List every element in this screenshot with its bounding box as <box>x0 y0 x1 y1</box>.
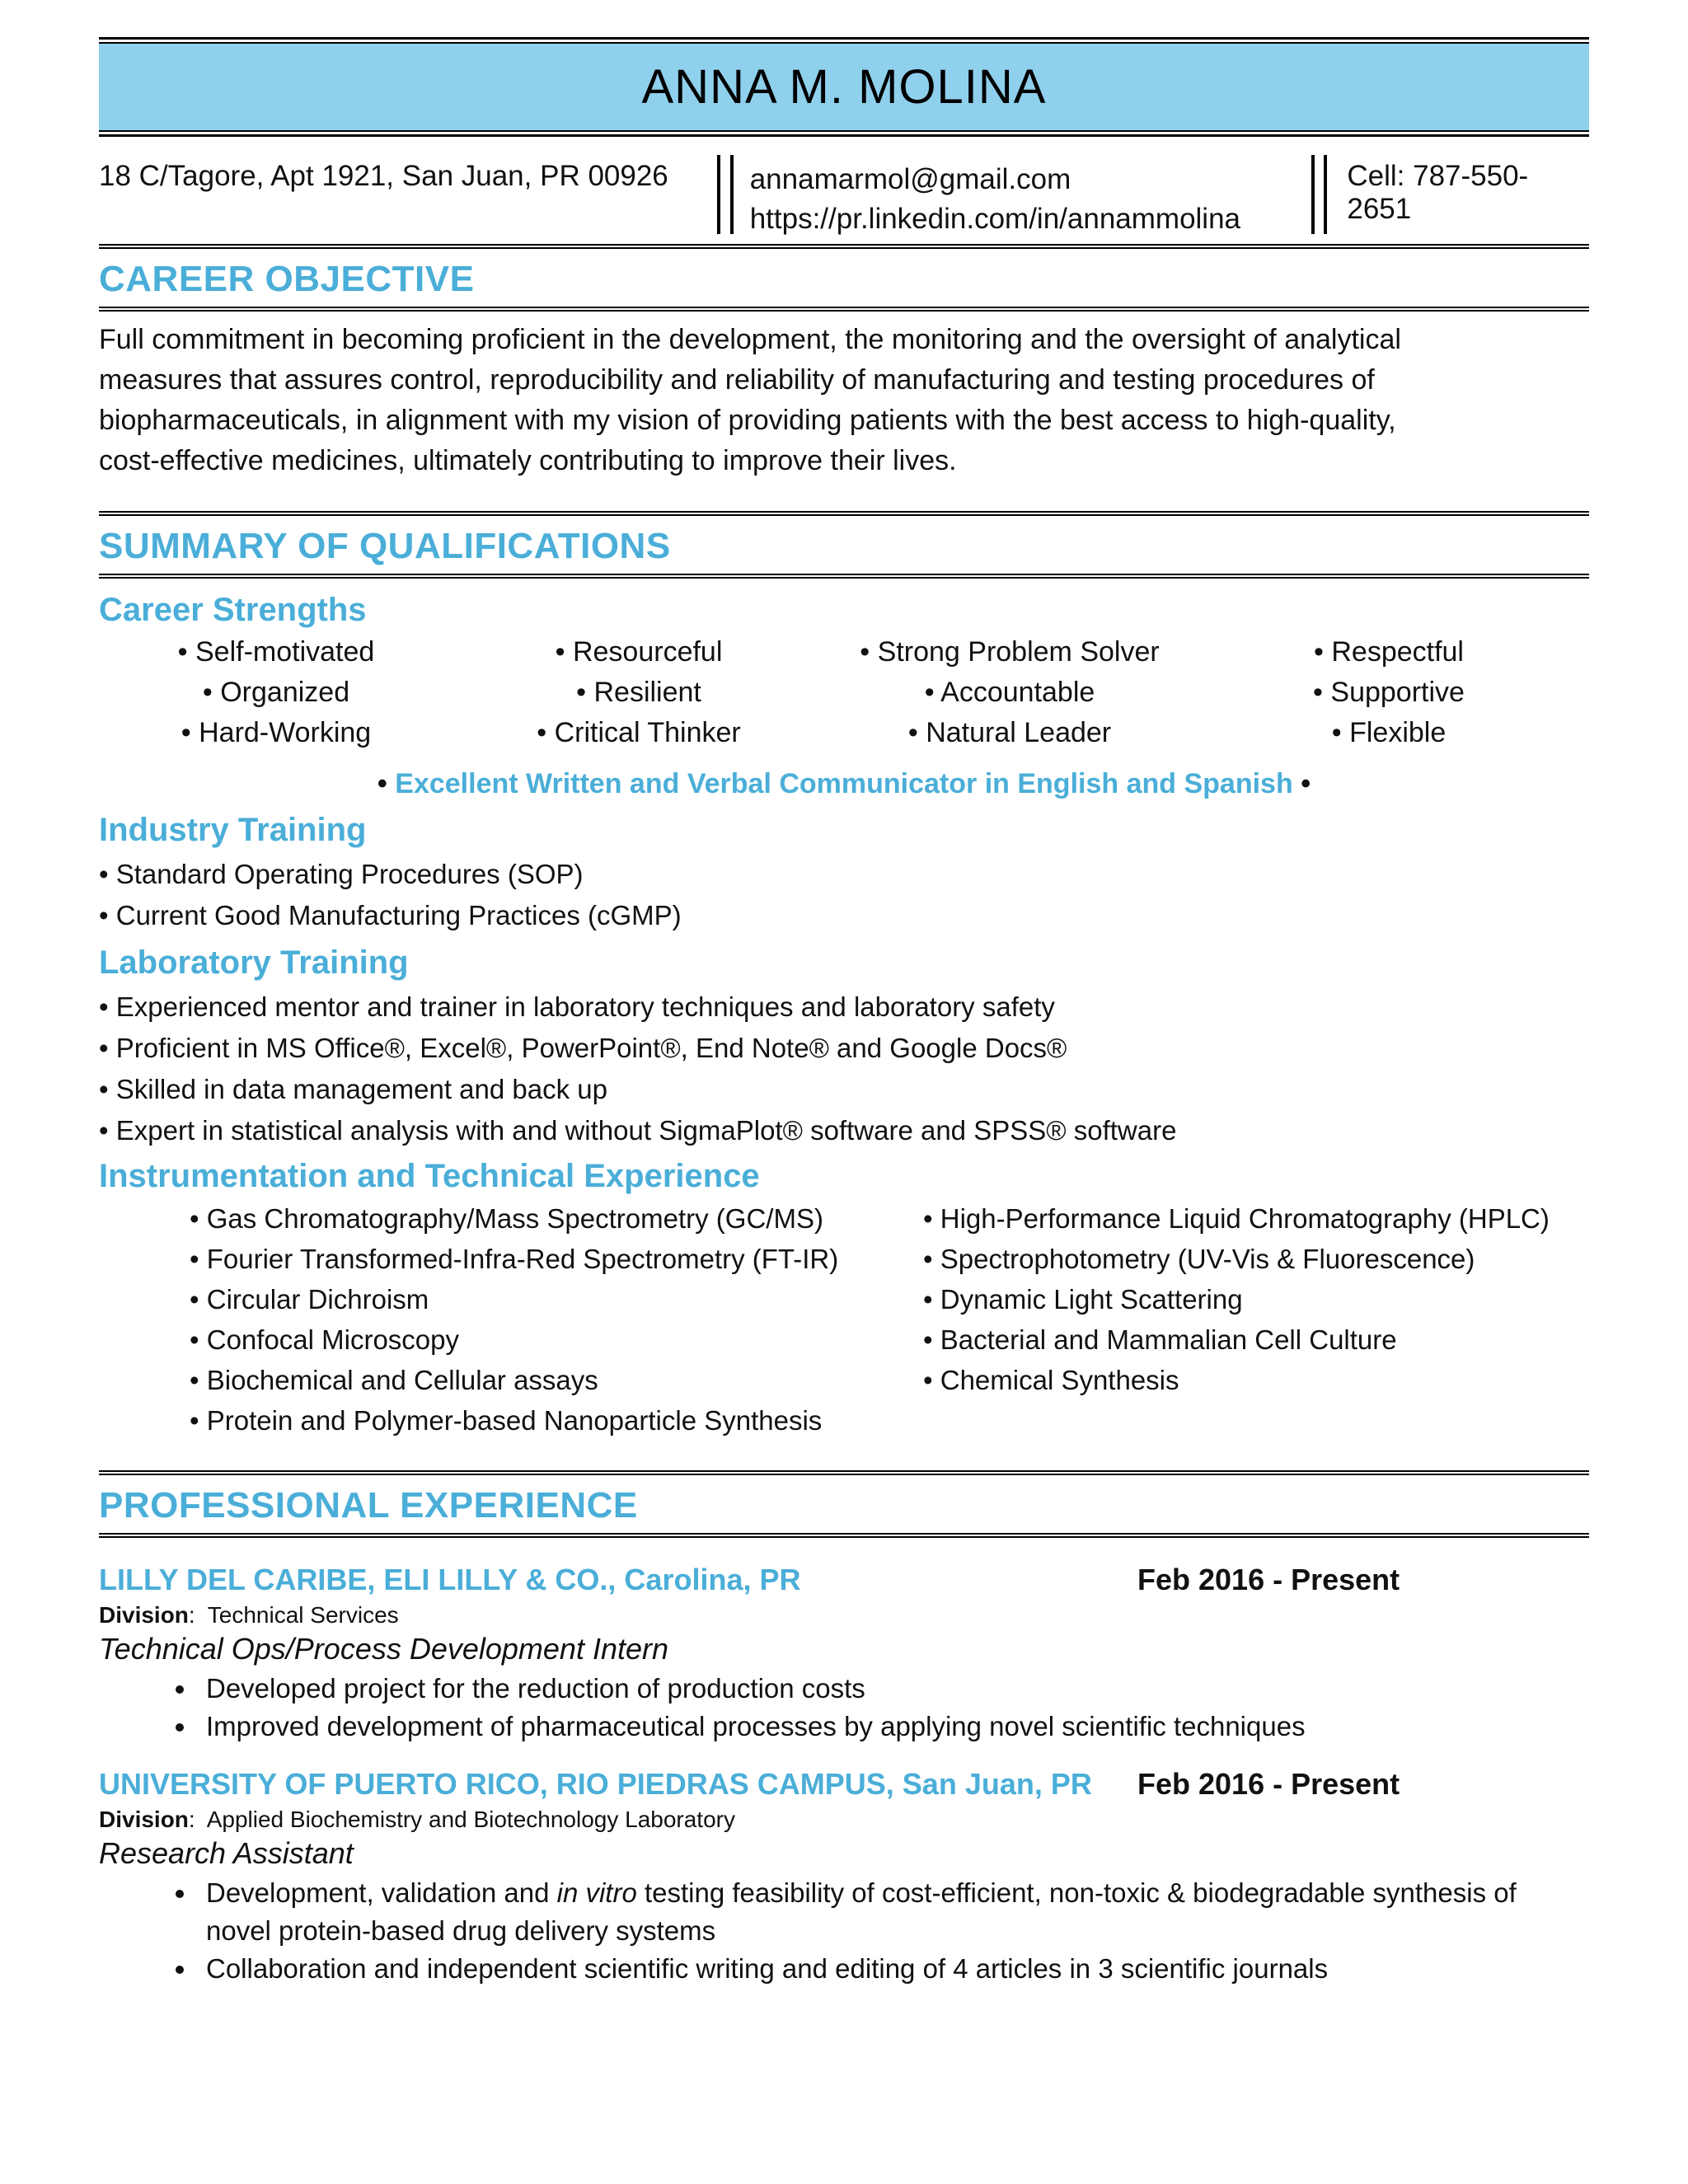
header-bottom-rule <box>99 134 1589 137</box>
job-organization: UNIVERSITY OF PUERTO RICO, RIO PIEDRAS CAMPUS, San Juan, PR <box>99 1767 1092 1801</box>
experience-title: PROFESSIONAL EXPERIENCE <box>99 1485 638 1526</box>
strengths-col <box>1195 632 1582 753</box>
objective-line: Full commitment in becoming proficient in the development, the monitoring and the oversight of analytical <box>99 324 1401 355</box>
list-item: • Protein and Polymer-based Nanoparticle Synthesis <box>190 1400 923 1441</box>
strength-item: • Resourceful <box>555 636 723 668</box>
industry-title: Industry Training <box>99 812 367 848</box>
objective-line: biopharmaceuticals, in alignment with my vision of providing patients with the best access to high-quality, <box>99 405 1396 436</box>
job-division: Division: Applied Biochemistry and Biotechnology Laboratory <box>99 1807 735 1832</box>
instrumentation-grid <box>99 1198 1589 1441</box>
strengths-title: Career Strengths <box>99 592 367 628</box>
strength-item: • Resilient <box>576 677 701 708</box>
strength-item: • Strong Problem Solver <box>860 636 1160 668</box>
job-role: Research Assistant <box>99 1836 354 1870</box>
list-item: • Circular Dichroism <box>190 1279 923 1319</box>
job-bullets <box>99 1874 1589 1988</box>
job-bullets <box>99 1670 1589 1746</box>
division-value: Applied Biochemistry and Biotechnology Laboratory <box>206 1807 735 1832</box>
list-item: • Spectrophotometry (UV-Vis & Fluorescence) <box>923 1239 1550 1279</box>
lab-list <box>99 987 1589 1151</box>
strength-item: • Respectful <box>1314 636 1464 668</box>
objective-text <box>99 312 1589 481</box>
list-item: • Bacterial and Mammalian Cell Culture <box>923 1319 1550 1360</box>
section-rule <box>99 1533 1589 1538</box>
linkedin-link[interactable]: https://pr.linkedin.com/in/annammolina <box>749 203 1241 235</box>
strength-item: • Hard-Working <box>181 717 372 748</box>
highlight-text: Excellent Written and Verbal Communicator in English and Spanish <box>395 768 1293 799</box>
job-division: Division: Technical Services <box>99 1602 399 1628</box>
list-item: • Standard Operating Procedures (SOP) <box>99 854 1589 895</box>
resume-page <box>99 37 1589 1988</box>
job-dates: Feb 2016 - Present <box>1137 1767 1400 1801</box>
candidate-name: ANNA M. MOLINA <box>641 60 1047 114</box>
name-banner <box>99 42 1589 132</box>
bullet-italic-text: in vitro <box>556 1877 637 1908</box>
list-item: • Collaboration and independent scientific writing and editing of 4 articles in 3 scientific journals <box>198 1950 1573 1988</box>
strength-item: • Flexible <box>1331 717 1447 748</box>
industry-list <box>99 854 1589 936</box>
job-header <box>99 1767 1589 1802</box>
list-item <box>198 1874 1573 1950</box>
list-item: • Dynamic Light Scattering <box>923 1279 1550 1319</box>
strengths-grid <box>99 632 1589 753</box>
strength-item: • Organized <box>202 677 350 708</box>
instrumentation-right <box>923 1198 1550 1441</box>
strengths-col <box>824 632 1195 753</box>
list-item: • High-Performance Liquid Chromatography (HPLC) <box>923 1198 1550 1239</box>
strength-item: • Accountable <box>924 677 1095 708</box>
instrumentation-title: Instrumentation and Technical Experience <box>99 1158 760 1194</box>
strength-item: • Supportive <box>1313 677 1465 708</box>
strength-item: • Critical Thinker <box>537 717 741 748</box>
objective-line: cost-effective medicines, ultimately contributing to improve their lives. <box>99 445 957 476</box>
strengths-col <box>453 632 824 753</box>
objective-line: measures that assures control, reproducibility and reliability of manufacturing and testing procedures of <box>99 364 1375 396</box>
job-dates: Feb 2016 - Present <box>1137 1563 1400 1596</box>
division-label: Division <box>99 1602 189 1628</box>
job-role: Technical Ops/Process Development Intern <box>99 1632 669 1666</box>
list-item: • Confocal Microscopy <box>190 1319 923 1360</box>
qualifications-title: SUMMARY OF QUALIFICATIONS <box>99 526 671 566</box>
strength-item: • Self-motivated <box>177 636 375 668</box>
strength-item: • Natural Leader <box>907 717 1112 748</box>
job-header <box>99 1563 1589 1597</box>
lab-title: Laboratory Training <box>99 944 409 981</box>
list-item: • Improved development of pharmaceutical processes by applying novel scientific techniques <box>198 1708 1589 1746</box>
address: 18 C/Tagore, Apt 1921, San Juan, PR 00926 <box>99 160 668 192</box>
bullet-text: testing feasibility of cost-efficient, non-toxic & biodegradable synthesis of novel protein-based drug delivery systems <box>206 1877 1517 1946</box>
bullet-text: Development, validation and <box>206 1877 557 1908</box>
cell-phone: Cell: 787-550-2651 <box>1347 160 1529 225</box>
contact-row <box>99 155 1589 244</box>
communicator-highlight <box>99 768 1589 800</box>
list-item: • Chemical Synthesis <box>923 1360 1550 1400</box>
list-item: • Proficient in MS Office®, Excel®, PowerPoint®, End Note® and Google Docs® <box>99 1028 1589 1069</box>
instrumentation-left <box>190 1198 923 1441</box>
online-contacts <box>750 155 1299 244</box>
contact-divider-2 <box>1311 155 1328 234</box>
highlight-bullet: • <box>1301 768 1311 799</box>
highlight-bullet: • <box>377 768 387 799</box>
list-item: • Biochemical and Cellular assays <box>190 1360 923 1400</box>
division-value: Technical Services <box>207 1602 399 1628</box>
list-item: • Developed project for the reduction of production costs <box>198 1670 1589 1708</box>
header-top-rule <box>99 37 1589 40</box>
list-item: • Current Good Manufacturing Practices (cGMP) <box>99 895 1589 936</box>
contact-divider <box>717 155 734 234</box>
list-item: • Expert in statistical analysis with and without SigmaPlot® software and SPSS® software <box>99 1110 1589 1151</box>
list-item: • Fourier Transformed-Infra-Red Spectrometry (FT-IR) <box>190 1239 923 1279</box>
job-organization: LILLY DEL CARIBE, ELI LILLY & CO., Carolina, PR <box>99 1563 801 1596</box>
division-label: Division <box>99 1807 189 1832</box>
strengths-col <box>99 632 453 753</box>
list-item: • Skilled in data management and back up <box>99 1069 1589 1110</box>
email-link[interactable]: annamarmol@gmail.com <box>749 163 1071 195</box>
list-item: • Gas Chromatography/Mass Spectrometry (GC/MS) <box>190 1198 923 1239</box>
objective-title: CAREER OBJECTIVE <box>99 259 475 299</box>
list-item: • Experienced mentor and trainer in laboratory techniques and laboratory safety <box>99 987 1589 1028</box>
